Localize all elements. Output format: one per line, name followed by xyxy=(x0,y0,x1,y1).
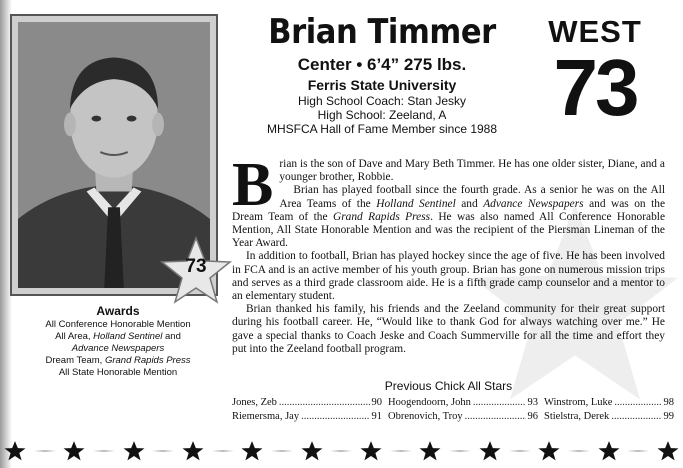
jersey-number: 73 xyxy=(185,256,207,277)
team-side: WEST xyxy=(548,14,642,49)
bio-paragraph: In addition to football, Brian has played hockey since the age of five. He has been involved in FCA and is an active member of his youth group. Brian has gone on numerous mission trips and serves as a third grade classroom aide. He is a fifth grade camp counselor and a mentor to an elementary student. xyxy=(232,250,665,303)
star-icon xyxy=(479,440,501,462)
list-item: Hoogendoorn, John ..... 93 xyxy=(388,396,538,409)
divider xyxy=(449,450,471,452)
high-school: High School: Zeeland, A xyxy=(317,108,447,122)
divider xyxy=(627,450,649,452)
list-item: Riemersma, Jay ..... 91 xyxy=(232,410,382,423)
team-badge xyxy=(540,14,650,132)
award-line: Advance Newspapers xyxy=(71,343,165,354)
divider xyxy=(390,450,412,452)
previous-all-stars xyxy=(232,378,674,423)
list-item: Winstrom, Luke ..... 98 xyxy=(544,396,674,409)
award-line: All State Honorable Mention xyxy=(58,367,178,378)
hall-of-fame-line: MHSFCA Hall of Fame Member since 1988 xyxy=(266,122,498,136)
list-item: Stielstra, Derek ..... 99 xyxy=(544,410,674,423)
divider xyxy=(152,450,174,452)
high-school-coach: High School Coach: Stan Jesky xyxy=(297,94,467,108)
divider xyxy=(568,450,590,452)
player-biography xyxy=(232,151,665,356)
awards-section xyxy=(14,305,222,379)
divider xyxy=(330,450,352,452)
award-line: All Conference Honorable Mention xyxy=(45,319,191,330)
award-line: All Area, Holland Sentinel and xyxy=(55,331,181,342)
star-icon xyxy=(4,440,26,462)
bio-paragraph: rian is the son of Dave and Mary Beth Timmer. He has one older sister, Diane, and a younger brother, Robbie. xyxy=(279,158,665,184)
list-item: Obrenovich, Troy ..... 96 xyxy=(388,410,538,423)
player-position-size: Center • 6’4” 275 lbs. xyxy=(297,55,467,74)
bio-paragraph: Brian thanked his family, his friends and the Zeeland community for their great support during his football career. He, “Would like to thank God for always watching over me.” He gave a special thanks to Coach Jeske and Coach Summerville for all the time and effort they put into the Zeeland football program. xyxy=(232,303,665,355)
player-college: Ferris State University xyxy=(307,77,457,93)
star-icon xyxy=(63,440,85,462)
bio-paragraph: Brian has played football since the fourth grade. As a senior he was on the All Area Teams of the Holland Sentinel and Advance Newspapers and was on the Dream Team of the Grand Rapids Press. He was also named All Conference Honorable Mention, All State Honorable Mention and was the recipient of the Piersman Lineman of the Year Award. xyxy=(232,184,665,250)
team-number: 73 xyxy=(553,43,637,132)
star-border-strip xyxy=(0,440,683,462)
divider xyxy=(93,450,115,452)
divider xyxy=(271,450,293,452)
star-icon xyxy=(123,440,145,462)
jersey-number-star xyxy=(160,236,232,304)
star-icon xyxy=(360,440,382,462)
star-icon xyxy=(598,440,620,462)
divider xyxy=(34,450,56,452)
player-name: Brian Timmer xyxy=(268,12,496,52)
star-icon xyxy=(301,440,323,462)
list-item: Jones, Zeb ..... 90 xyxy=(232,396,382,409)
awards-title: Awards xyxy=(96,304,140,318)
star-icon xyxy=(657,440,679,462)
divider xyxy=(212,450,234,452)
star-icon xyxy=(182,440,204,462)
star-icon xyxy=(538,440,560,462)
star-icon xyxy=(419,440,441,462)
award-line: Dream Team, Grand Rapids Press xyxy=(45,355,191,366)
star-icon xyxy=(241,440,263,462)
dropcap-letter: B xyxy=(232,151,274,219)
previous-all-stars-title: Previous Chick All Stars xyxy=(384,379,513,393)
player-header xyxy=(232,10,532,136)
divider xyxy=(509,450,531,452)
